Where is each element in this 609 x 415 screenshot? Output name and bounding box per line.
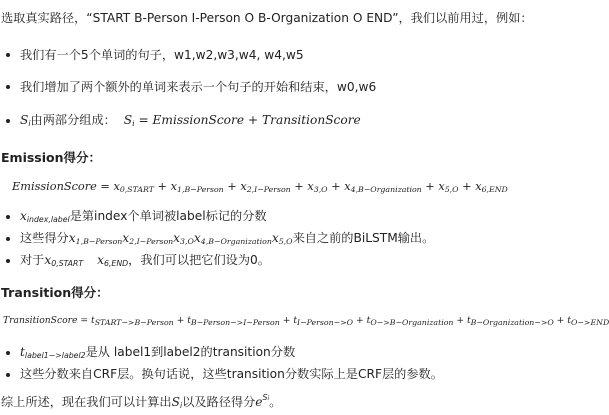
transition-term-operator: +	[353, 315, 367, 326]
si-equation: $S_i$ = EmissionScore + TransitionScore	[123, 113, 361, 128]
transition-term-var: t	[567, 315, 571, 326]
transition-term-subscript: O−>END	[571, 318, 609, 327]
emission-heading: Emission得分：	[1, 150, 102, 165]
bilstm-term-var: x	[173, 231, 181, 245]
emission-term-operator: +	[153, 180, 171, 193]
transition-term-var: t	[466, 315, 471, 326]
emission-term-var: x	[170, 180, 177, 193]
transition-term-var: t	[293, 315, 298, 326]
emission-term-subscript: 0,START	[119, 185, 154, 194]
bilstm-term-var: x	[122, 231, 130, 245]
bilstm-term-var: x	[68, 231, 76, 245]
bullet-start-end-zero: 对于$x_{0,START}$ $x_{6,END}$，我们可以把它们设为0。	[20, 253, 270, 268]
bullet-dot	[6, 53, 10, 57]
emission-term-subscript: 1,B−Person	[177, 185, 224, 194]
transition-term-subscript: O−>B−Organization	[370, 318, 454, 327]
transition-term-subscript: START−>B−Person	[94, 318, 174, 327]
bullet-bilstm-scores: 这些得分$x_{1,B-Person}x_{2,I-Person}x_{3,O}x_{4,B-Organization}x_{5,O}$来自之前的BiLSTM输出。	[20, 231, 435, 246]
bilstm-term-subscript: 5,O	[278, 237, 293, 246]
bilstm-term-subscript: 1,B−Person	[75, 237, 123, 246]
bullet-si-composition: $S_i$由两部分组成： $S_i$ = EmissionScore + TransitionScore	[20, 113, 361, 128]
transition-term-subscript: B−Person−>I−Person	[190, 318, 280, 327]
emission-term-operator: +	[458, 180, 476, 193]
bullet-transition-label: $t_{label1->label2}$是从 label1到label2的transition分数	[20, 345, 296, 360]
emission-term-var: x	[113, 180, 120, 193]
emission-term-operator: +	[223, 180, 241, 193]
emission-term-operator: +	[327, 180, 345, 193]
bilstm-term-subscript: 3,O	[180, 237, 194, 246]
emission-term-operator: +	[290, 180, 308, 193]
transition-term-operator: +	[173, 315, 188, 326]
transition-term-subscript: I−Person−>O	[297, 318, 354, 327]
emission-term-var: x	[438, 180, 445, 193]
emission-term-subscript: 6,END	[481, 185, 508, 194]
emission-term-var: x	[475, 180, 482, 193]
transition-term-var: t	[91, 315, 95, 326]
emission-term-var: x	[240, 180, 247, 193]
bullet-crf-parameters: 这些分数来自CRF层。换句话说，这些transition分数实际上是CRF层的参数。	[20, 367, 443, 381]
intro-paragraph: 选取真实路径，“START B-Person I-Person O B-Organization O END”，我们以前用过，例如：	[1, 11, 533, 25]
transition-heading: Transition得分：	[1, 285, 109, 300]
bullet-dot	[6, 215, 10, 219]
bilstm-term-var: x	[271, 231, 279, 245]
emission-equation: EmissionScore = $x_{0,START} + x_{1,B-Person} + x_{2,I-Person} + x_{3,O} + x_{4,B-Organization} + x_{5,O} + x_{6,END}$	[12, 180, 508, 194]
bullet-extra-words: 我们增加了两个额外的单词来表示一个句子的开始和结束，w0,w6	[20, 80, 377, 94]
conclusion-paragraph: 综上所述，现在我们可以计算出$S_i$以及路径得分$e^{Si}$。	[1, 393, 282, 410]
transition-term-var: t	[187, 315, 191, 326]
transition-term-operator: +	[553, 315, 568, 326]
transition-term-subscript: B−Organization−>O	[470, 318, 554, 327]
emission-term-var: x	[307, 180, 314, 193]
emission-term-subscript: 5,O	[444, 185, 459, 194]
transition-equation: TransitionScore = $t_{START->B-Person} + t_{B-Person->I-Person} + t_{I-Person->O} + t_{O->B-Organization} + t_{B-Organization->O} + t_{O->END}$	[3, 315, 609, 327]
transition-term-operator: +	[279, 315, 294, 326]
bilstm-term-subscript: 2,I−Person	[129, 237, 174, 246]
bullet-dot	[6, 85, 10, 89]
emission-term-var: x	[344, 180, 351, 193]
bullet-dot	[6, 259, 10, 263]
bullet-x-index-label: $x_{index,label}$是第index个单词被label标记的分数	[20, 209, 267, 224]
bilstm-term-subscript: 4,B−Organization	[200, 237, 272, 246]
bullet-dot	[6, 373, 10, 377]
emission-term-operator: +	[421, 180, 439, 193]
bilstm-term-var: x	[193, 231, 201, 245]
bullet-sentence-words: 我们有一个5个单词的句子，w1,w2,w3,w4, w4,w5	[20, 48, 304, 62]
bullet-dot	[6, 237, 10, 241]
bullet-dot	[6, 119, 10, 123]
transition-term-operator: +	[453, 315, 467, 326]
emission-term-subscript: 2,I−Person	[246, 185, 291, 194]
bullet-dot	[6, 351, 10, 355]
transition-term-var: t	[366, 315, 371, 326]
emission-term-subscript: 4,B−Organization	[350, 185, 422, 194]
emission-term-subscript: 3,O	[313, 185, 328, 194]
